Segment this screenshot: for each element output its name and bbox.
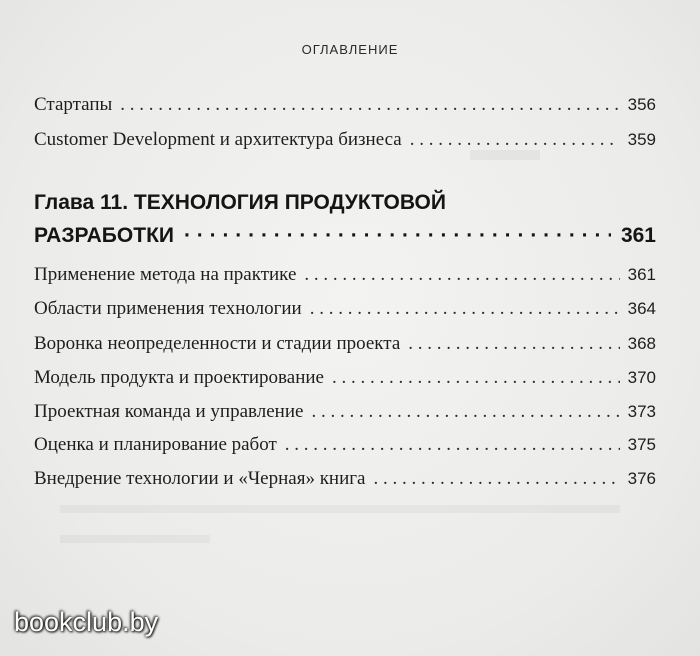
toc-entry-page: 361 [627,265,656,284]
dot-leader [332,365,620,391]
toc-entry-page: 364 [627,299,656,318]
toc-entry-page: 375 [627,435,656,454]
dot-leader [304,262,619,288]
toc-entry-page: 373 [627,402,656,421]
dot-leader [184,219,611,252]
toc-entry-title: Стартапы [34,94,113,115]
toc-entry [34,365,656,391]
chapter-title-line1: Глава 11. ТЕХНОЛОГИЯ ПРОДУКТОВОЙ [34,191,446,214]
dot-leader [285,432,620,458]
toc-entry [34,399,656,425]
toc-entry-title: Воронка неопределенности и стадии проекта [34,333,401,354]
chapter-page: 361 [620,224,656,247]
toc-entry-title: Customer Development и архитектура бизнеса [34,129,402,150]
toc-entry-title: Модель продукта и проектирование [34,367,324,388]
toc-entry-page: 376 [627,469,656,488]
toc-entry [34,466,656,492]
dot-leader [408,331,619,357]
running-head: ОГЛАВЛЕНИЕ [301,42,399,57]
toc-entry [34,432,656,458]
chapter-title-line2-row [34,219,656,252]
bleed-through-mark [470,150,540,160]
toc-entry-title: Внедрение технологии и «Черная» книга [34,468,366,489]
toc-entry [34,92,656,118]
toc-entry-title: Применение метода на практике [34,264,297,285]
dot-leader [374,466,620,492]
bleed-through-mark [60,535,210,543]
toc-entry-title: Области применения технологии [34,298,302,319]
toc-entry [34,296,656,322]
toc-entry [34,127,656,153]
dot-leader [311,399,619,425]
toc-entry [34,262,656,288]
toc-entry-page: 370 [627,368,656,387]
watermark-logo: bookclub.by [14,607,159,637]
toc-entry [34,331,656,357]
toc-entry-page: 359 [627,130,656,149]
toc-entry-title: Оценка и планирование работ [34,434,277,455]
dot-leader [120,92,619,118]
chapter-title-line2: РАЗРАБОТКИ [34,224,174,247]
chapter-heading [34,186,656,252]
dot-leader [310,296,620,322]
toc-entry-page: 356 [627,95,656,114]
toc-entry-page: 368 [627,334,656,353]
toc-entry-title: Проектная команда и управление [34,401,304,422]
bleed-through-mark [60,505,620,513]
